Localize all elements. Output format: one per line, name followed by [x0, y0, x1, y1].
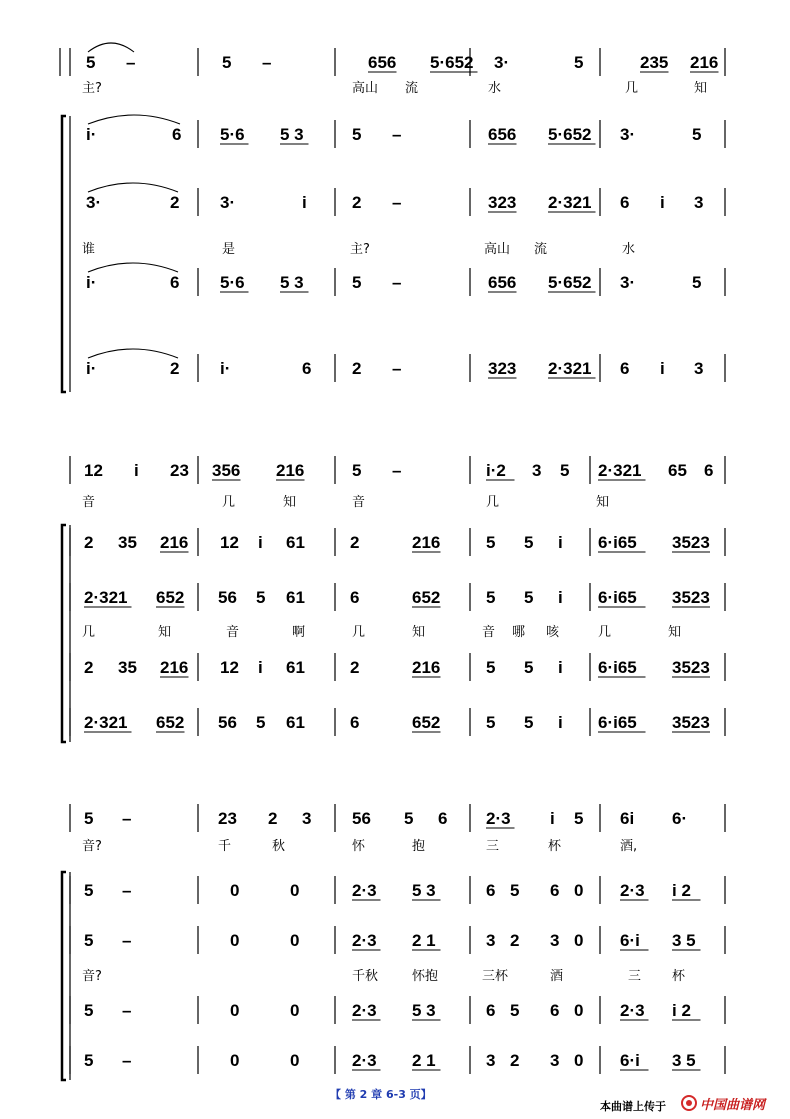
note-group: 3 5	[672, 931, 696, 950]
note-group: 2·3	[352, 881, 377, 900]
note-group: 6·i	[620, 931, 640, 950]
note-group: 2·3	[352, 931, 377, 950]
note-group: 61	[286, 588, 305, 607]
note-group: 0	[230, 931, 240, 950]
lyric-syllable: 音	[82, 495, 96, 510]
slur	[88, 183, 178, 192]
note-group: 0	[230, 1001, 240, 1020]
note-group: 5 3	[280, 273, 304, 292]
note-group: 61	[286, 533, 305, 552]
note-group: –	[126, 53, 136, 72]
note-group: i 2	[672, 881, 691, 900]
note-group: i·	[86, 125, 97, 144]
note-group: 3	[532, 461, 542, 480]
note-group: 2·3	[352, 1001, 377, 1020]
lyric-syllable: 水	[622, 242, 636, 257]
lyric-syllable: 是	[222, 242, 236, 257]
note-group: –	[392, 193, 402, 212]
lyric-syllable: 几	[625, 81, 639, 96]
note-group: 5	[84, 1051, 94, 1070]
slur	[88, 43, 134, 52]
lyric-syllable: 杯	[548, 839, 562, 854]
note-group: 2	[84, 533, 94, 552]
note-group: i	[660, 359, 665, 378]
note-group: 216	[160, 533, 189, 552]
note-group: 0	[574, 881, 584, 900]
note-group: 652	[412, 713, 441, 732]
note-group: 6	[620, 193, 630, 212]
note-group: i	[550, 809, 555, 828]
lyric-syllable: 几	[222, 495, 236, 510]
note-group: 5	[524, 658, 534, 677]
lyric-syllable: 音	[482, 625, 496, 640]
lyric-syllable: 三杯	[482, 969, 509, 984]
slur	[88, 115, 180, 124]
note-group: 0	[574, 1001, 584, 1020]
upload-note: 本曲谱上传于	[600, 1100, 666, 1113]
note-group: 6i	[620, 809, 635, 828]
note-group: 0	[230, 1051, 240, 1070]
note-group: 5	[352, 125, 362, 144]
note-group: 2·321	[548, 359, 592, 378]
note-group: i	[134, 461, 139, 480]
note-group: –	[122, 1051, 132, 1070]
note-group: 3	[550, 931, 560, 950]
note-group: –	[392, 461, 402, 480]
note-group: 2·321	[548, 193, 592, 212]
note-group: –	[122, 809, 132, 828]
note-group: 5·652	[548, 125, 592, 144]
note-group: 6	[350, 713, 360, 732]
lyric-syllable: 三	[486, 839, 500, 854]
lyric-syllable: 咳	[546, 625, 560, 640]
note-group: 2	[268, 809, 278, 828]
note-group: 3523	[672, 658, 710, 677]
note-group: 2	[510, 1051, 520, 1070]
note-group: 2	[352, 359, 362, 378]
note-group: 6	[550, 881, 560, 900]
lyric-syllable: 流	[534, 242, 548, 257]
note-group: 3523	[672, 588, 710, 607]
note-group: 5	[574, 809, 584, 828]
note-group: –	[392, 273, 402, 292]
note-group: 2	[510, 931, 520, 950]
note-group: 56	[352, 809, 371, 828]
lyric-syllable: 音?	[82, 839, 102, 854]
note-group: i·	[86, 273, 97, 292]
lyric-syllable: 主?	[350, 242, 370, 257]
note-group: 2 1	[412, 931, 436, 950]
note-group: 2 1	[412, 1051, 436, 1070]
lyric-syllable: 啊	[292, 625, 306, 640]
lyric-syllable: 怀抱	[412, 969, 439, 984]
note-group: 2	[350, 658, 360, 677]
lyric-syllable: 高山	[484, 242, 511, 257]
note-group: 6	[620, 359, 630, 378]
note-group: 5	[524, 533, 534, 552]
note-group: 5	[256, 588, 266, 607]
note-group: 5·652	[548, 273, 592, 292]
note-group: 2·3	[352, 1051, 377, 1070]
lyric-syllable: 酒	[550, 969, 564, 984]
note-group: 216	[412, 658, 441, 677]
lyric-syllable: 几	[598, 625, 612, 640]
note-group: 23	[218, 809, 237, 828]
slur	[88, 263, 178, 272]
site-logo-icon	[681, 1095, 697, 1111]
note-group: 6·i65	[598, 588, 637, 607]
note-group: 35	[118, 533, 137, 552]
note-group: 56	[218, 713, 237, 732]
note-group: 3	[486, 931, 496, 950]
lyric-syllable: 音	[226, 625, 240, 640]
note-group: –	[122, 1001, 132, 1020]
system-bracket	[62, 872, 66, 1080]
note-group: 5	[486, 588, 496, 607]
note-group: 5	[560, 461, 570, 480]
note-group: 61	[286, 658, 305, 677]
note-group: 6	[704, 461, 714, 480]
note-group: 6	[486, 881, 496, 900]
lyric-syllable: 音?	[82, 969, 102, 984]
note-group: i	[302, 193, 307, 212]
lyric-syllable: 知	[283, 495, 297, 510]
note-group: 5	[352, 273, 362, 292]
note-group: 0	[290, 1001, 300, 1020]
note-group: 12	[220, 533, 239, 552]
note-group: –	[392, 359, 402, 378]
note-group: 6	[486, 1001, 496, 1020]
note-group: 5	[486, 658, 496, 677]
note-group: 5	[404, 809, 414, 828]
note-group: 652	[156, 713, 185, 732]
note-group: 6·	[672, 809, 688, 828]
note-group: 2·3	[620, 1001, 645, 1020]
note-group: 2·321	[84, 588, 128, 607]
lyric-syllable: 抱	[412, 839, 426, 854]
note-group: 235	[640, 53, 669, 72]
lyric-syllable: 高山	[352, 81, 379, 96]
note-group: 323	[488, 359, 517, 378]
note-group: 5	[86, 53, 96, 72]
note-group: 23	[170, 461, 189, 480]
note-group: 3523	[672, 713, 710, 732]
lyric-syllable: 哪	[512, 625, 526, 640]
note-group: 5	[574, 53, 584, 72]
lyric-syllable: 水	[488, 81, 502, 96]
note-group: 61	[286, 713, 305, 732]
page-number-label: 【 第 2 章 6-3 页】	[330, 1088, 432, 1101]
note-group: 5	[256, 713, 266, 732]
note-group: 5	[524, 713, 534, 732]
note-group: 652	[412, 588, 441, 607]
note-group: 5	[510, 881, 520, 900]
note-group: 2	[170, 359, 180, 378]
lyric-syllable: 秋	[272, 839, 286, 854]
note-group: 0	[290, 1051, 300, 1070]
lyric-syllable: 杯	[672, 969, 686, 984]
lyric-syllable: 怀	[352, 839, 366, 854]
note-group: 216	[276, 461, 305, 480]
note-group: 3·	[220, 193, 236, 212]
lyric-syllable: 几	[82, 625, 96, 640]
note-group: 6·i65	[598, 533, 637, 552]
note-group: 5	[510, 1001, 520, 1020]
note-group: 323	[488, 193, 517, 212]
note-group: i 2	[672, 1001, 691, 1020]
note-group: 6·i	[620, 1051, 640, 1070]
note-group: –	[392, 125, 402, 144]
note-group: 216	[690, 53, 719, 72]
note-group: 656	[488, 273, 517, 292]
note-group: 56	[218, 588, 237, 607]
lyric-syllable: 流	[405, 81, 419, 96]
note-group: 2·321	[598, 461, 642, 480]
note-group: 3	[694, 359, 704, 378]
note-group: 6	[350, 588, 360, 607]
note-group: 5 3	[412, 1001, 436, 1020]
note-group: 0	[290, 931, 300, 950]
lyric-syllable: 音	[352, 495, 366, 510]
note-group: 5 3	[412, 881, 436, 900]
note-group: 3	[302, 809, 312, 828]
note-group: 2·3	[486, 809, 511, 828]
note-group: 6·i65	[598, 713, 637, 732]
note-group: i	[558, 658, 563, 677]
lyric-syllable: 知	[596, 495, 610, 510]
note-group: 2·321	[84, 713, 128, 732]
note-group: i·	[86, 359, 97, 378]
system-bracket	[62, 116, 66, 392]
note-group: 5·6	[220, 273, 245, 292]
note-group: 3	[486, 1051, 496, 1070]
note-group: 3	[550, 1051, 560, 1070]
note-group: 12	[84, 461, 103, 480]
note-group: 5	[84, 1001, 94, 1020]
site-name: 中国曲谱网	[700, 1097, 766, 1113]
note-group: 5	[486, 533, 496, 552]
lyric-syllable: 几	[486, 495, 500, 510]
note-group: 5	[222, 53, 232, 72]
note-group: 5	[84, 809, 94, 828]
note-group: i·	[220, 359, 231, 378]
note-group: 0	[230, 881, 240, 900]
lyric-syllable: 几	[352, 625, 366, 640]
note-group: 0	[290, 881, 300, 900]
note-group: 12	[220, 658, 239, 677]
site-logo[interactable]	[681, 1094, 765, 1112]
lyric-syllable: 知	[668, 625, 682, 640]
lyric-syllable: 谁	[82, 242, 96, 257]
note-group: i	[558, 588, 563, 607]
note-group: 5·652	[430, 53, 474, 72]
note-group: 3523	[672, 533, 710, 552]
note-group: 5 3	[280, 125, 304, 144]
note-group: 2	[170, 193, 180, 212]
lyric-syllable: 酒,	[620, 839, 638, 854]
note-group: 6·i65	[598, 658, 637, 677]
note-group: 356	[212, 461, 241, 480]
note-group: 6	[438, 809, 448, 828]
note-group: 5	[692, 125, 702, 144]
note-group: i·2	[486, 461, 506, 480]
note-group: 3·	[494, 53, 510, 72]
system-bracket	[62, 525, 66, 742]
note-group: 5	[84, 931, 94, 950]
note-group: 6	[550, 1001, 560, 1020]
note-group: 5	[524, 588, 534, 607]
note-group: i	[258, 533, 263, 552]
note-group: –	[262, 53, 272, 72]
note-group: 0	[574, 931, 584, 950]
note-group: –	[122, 881, 132, 900]
note-group: 65	[668, 461, 687, 480]
lyric-syllable: 知	[412, 625, 426, 640]
note-group: 652	[156, 588, 185, 607]
note-group: 3·	[620, 125, 636, 144]
note-group: 0	[574, 1051, 584, 1070]
note-group: 35	[118, 658, 137, 677]
lyric-syllable: 千秋	[352, 969, 379, 984]
lyric-syllable: 知	[158, 625, 172, 640]
note-group: i	[660, 193, 665, 212]
note-group: 2	[352, 193, 362, 212]
slur	[88, 349, 178, 358]
note-group: 5	[84, 881, 94, 900]
note-group: 2	[84, 658, 94, 677]
lyric-syllable: 主?	[82, 81, 102, 96]
note-group: 3 5	[672, 1051, 696, 1070]
lyric-syllable: 知	[694, 81, 708, 96]
note-group: 3	[694, 193, 704, 212]
note-group: 2·3	[620, 881, 645, 900]
lyric-syllable: 千	[218, 839, 232, 854]
note-group: 5	[692, 273, 702, 292]
note-group: 5·6	[220, 125, 245, 144]
note-group: 656	[488, 125, 517, 144]
note-group: 2	[350, 533, 360, 552]
note-group: 5	[486, 713, 496, 732]
note-group: 216	[160, 658, 189, 677]
note-group: 5	[352, 461, 362, 480]
note-group: 216	[412, 533, 441, 552]
note-group: i	[258, 658, 263, 677]
note-group: i	[558, 533, 563, 552]
note-group: 656	[368, 53, 397, 72]
note-group: 3·	[620, 273, 636, 292]
note-group: 6	[302, 359, 312, 378]
note-group: 6	[170, 273, 180, 292]
note-group: i	[558, 713, 563, 732]
note-group: 6	[172, 125, 182, 144]
note-group: –	[122, 931, 132, 950]
note-group: 3·	[86, 193, 102, 212]
lyric-syllable: 三	[628, 969, 642, 984]
